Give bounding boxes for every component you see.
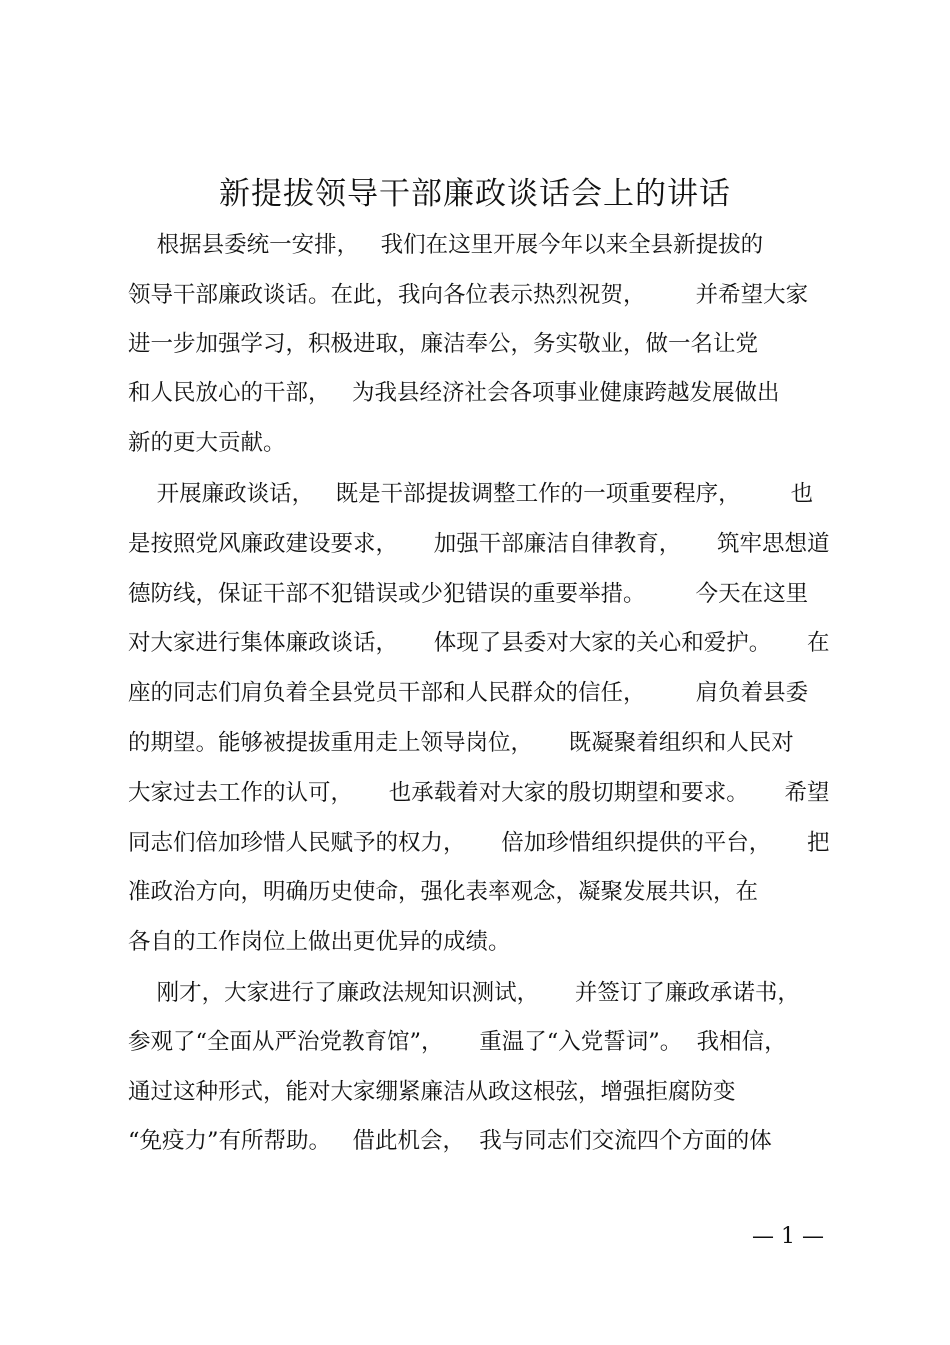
body-line: 同志们倍加珍惜人民赋予的权力， 倍加珍惜组织提供的平台， 把 [128, 830, 830, 856]
body-line: 德防线，保证干部不犯错误或少犯错误的重要举措。 今天在这里 [128, 581, 809, 607]
body-line: 新的更大贡献。 [128, 430, 286, 456]
body-line: 准政治方向，明确历史使命，强化表率观念，凝聚发展共识，在 [128, 879, 759, 905]
page-number: — 1 — [752, 1224, 824, 1249]
document-title: 新提拔领导干部廉政谈话会上的讲话 [219, 176, 731, 212]
body-line: 的期望。能够被提拔重用走上领导岗位， 既凝聚着组织和人民对 [128, 730, 794, 756]
body-line: 参观了“全面从严治党教育馆”， 重温了“入党誓词”。 我相信， [128, 1029, 787, 1055]
body-line: 是按照党风廉政建设要求， 加强干部廉洁自律教育， 筑牢思想道 [128, 531, 830, 557]
body-line: 进一步加强学习，积极进取，廉洁奉公，务实敬业，做一名让党 [128, 331, 759, 357]
body-line: 开展廉政谈话， 既是干部提拔调整工作的一项重要程序， 也 [128, 481, 814, 507]
body-line: 通过这种形式，能对大家绷紧廉洁从政这根弦，增强拒腐防变 [128, 1079, 736, 1105]
body-line: “免疫力”有所帮助。 借此机会， 我与同志们交流四个方面的体 [128, 1128, 772, 1154]
body-line: 座的同志们肩负着全县党员干部和人民群众的信任， 肩负着县委 [128, 680, 809, 706]
body-line: 刚才，大家进行了廉政法规知识测试， 并签订了廉政承诺书， [128, 980, 800, 1006]
body-line: 各自的工作岗位上做出更优异的成绩。 [128, 929, 511, 955]
body-line: 领导干部廉政谈话。在此，我向各位表示热烈祝贺， 并希望大家 [128, 282, 809, 308]
body-line: 根据县委统一安排， 我们在这里开展今年以来全县新提拔的 [128, 232, 764, 258]
body-line: 大家过去工作的认可， 也承载着对大家的殷切期望和要求。 希望 [128, 780, 830, 806]
body-line: 和人民放心的干部， 为我县经济社会各项事业健康跨越发展做出 [128, 380, 780, 406]
body-line: 对大家进行集体廉政谈话， 体现了县委对大家的关心和爱护。 在 [128, 630, 830, 656]
